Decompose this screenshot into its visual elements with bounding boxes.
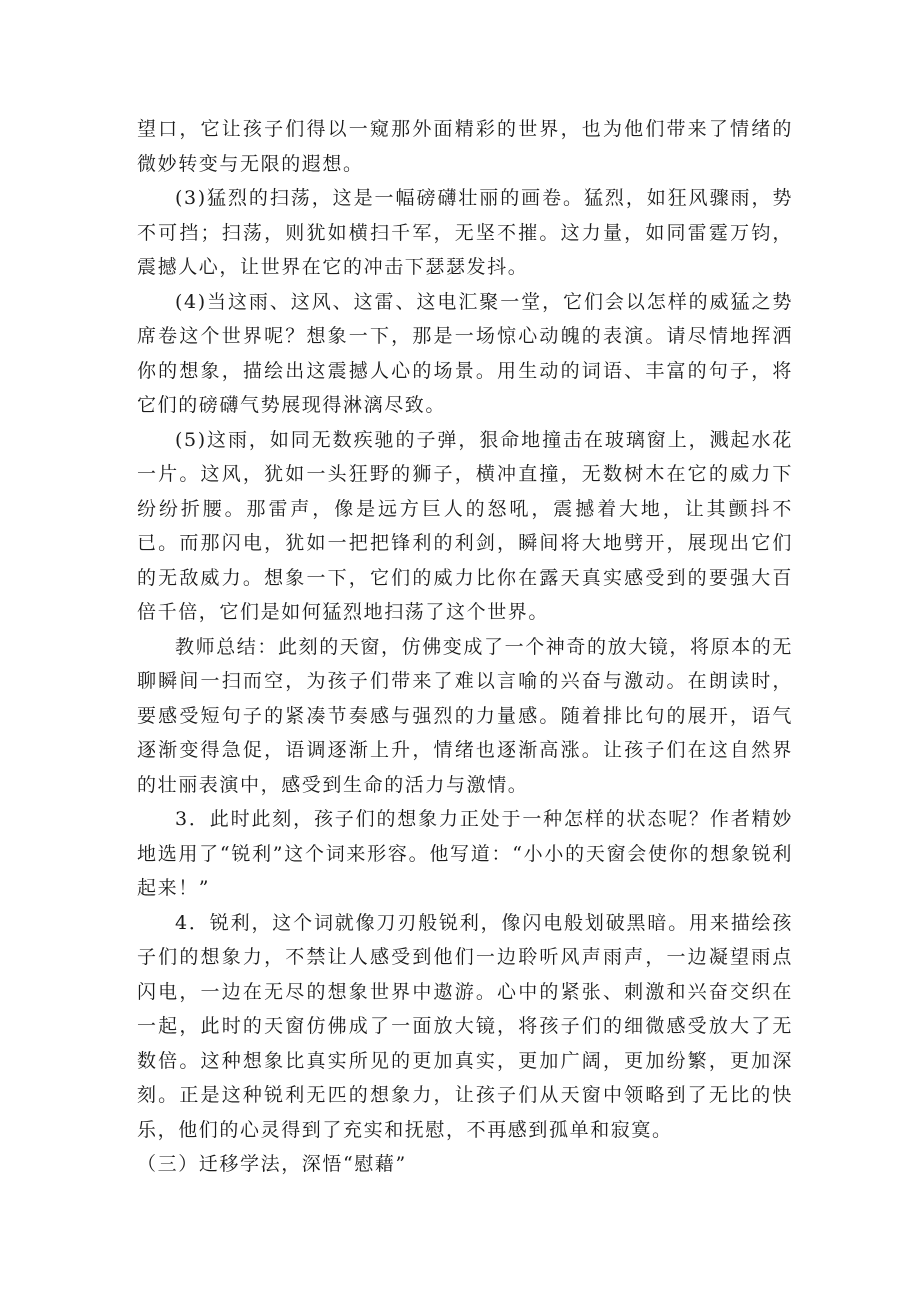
paragraph-teacher-summary: 教师总结：此刻的天窗，仿佛变成了一个神奇的放大镜，将原本的无聊瞬间一扫而空，为孩子们带来了难以言喻的兴奋与激动。在朗读时，要感受短句子的紧凑节奏感与强烈的力量感。随着排比句的展开，语气逐渐变得急促，语调逐渐上升，情绪也逐渐高涨。让孩子们在这自然界的壮丽表演中，感受到生命的活力与激情。: [137, 635, 794, 796]
paragraph-item-4: (4)当这雨、这风、这雷、这电汇聚一堂，它们会以怎样的威猛之势席卷这个世界呢？想象一下，那是一场惊心动魄的表演。请尽情地挥洒你的想象，描绘出这震撼人心的场景。用生动的词语、丰富的句子，将它们的磅礴气势展现得淋漓尽致。: [137, 290, 793, 416]
paragraph-continuation: 望口，它让孩子们得以一窥那外面精彩的世界，也为他们带来了情绪的微妙转变与无限的遐想。: [137, 118, 793, 175]
paragraph-item-5: (5)这雨，如同无数疾驰的子弹，狠命地撞击在玻璃窗上，溅起水花一片。这风，犹如一头狂野的狮子，横冲直撞，无数树木在它的威力下纷纷折腰。那雷声，像是远方巨人的怒吼，震撼着大地，让其颤抖不已。而那闪电，犹如一把把锋利的利剑，瞬间将大地劈开，展现出它们的无敌威力。想象一下，它们的威力比你在露天真实感受到的要强大百倍千倍，它们是如何猛烈地扫荡了这个世界。: [137, 428, 793, 623]
paragraph-point-3: 3．此时此刻，孩子们的想象力正处于一种怎样的状态呢？作者精妙地选用了“锐利”这个词来形容。他写道：“小小的天窗会使你的想象锐利起来！”: [137, 808, 793, 899]
document-body: [137, 112, 793, 1182]
paragraph-point-4: 4．锐利，这个词就像刀刃般锐利，像闪电般划破黑暗。用来描绘孩子们的想象力，不禁让人感受到他们一边聆听风声雨声，一边凝望雨点闪电，一边在无尽的想象世界中遨游。心中的紧张、刺激和兴奋交织在一起，此时的天窗仿佛成了一面放大镜，将孩子们的细微感受放大了无数倍。这种想象比真实所见的更加真实，更加广阔，更加纷繁，更加深刻。正是这种锐利无匹的想象力，让孩子们从天窗中领略到了无比的快乐，他们的心灵得到了充实和抚慰，不再感到孤单和寂寞。: [137, 911, 793, 1141]
paragraph-item-3: (3)猛烈的扫荡，这是一幅磅礴壮丽的画卷。猛烈，如狂风骤雨，势不可挡；扫荡，则犹如横扫千军，无坚不摧。这力量，如同雷霆万钧，震撼人心，让世界在它的冲击下瑟瑟发抖。: [137, 187, 793, 278]
section-heading: （三）迁移学法，深悟“慰藉”: [137, 1153, 407, 1175]
